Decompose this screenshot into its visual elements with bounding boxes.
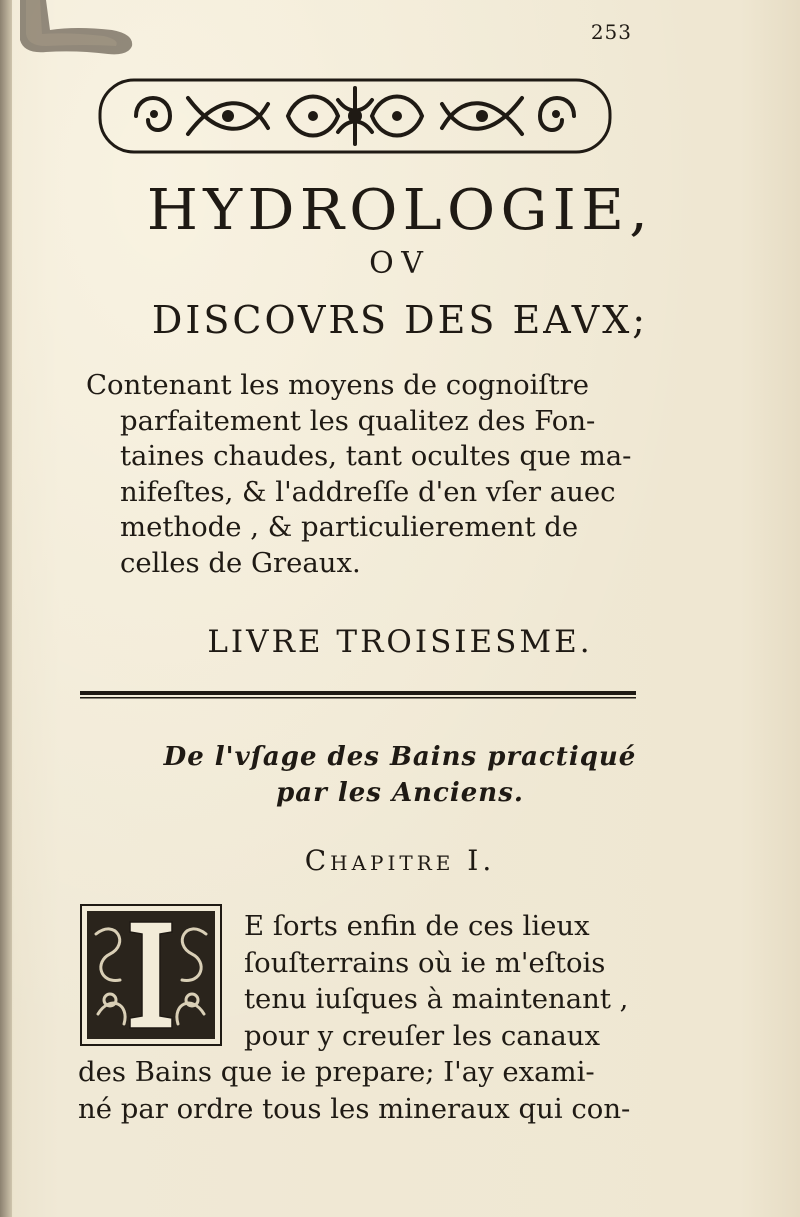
section-heading-line-1: De l'vſage des Bains practiqué bbox=[163, 742, 637, 772]
title-conjunction: OV bbox=[369, 246, 431, 281]
description-line: nifeſtes, & l'addreſſe d'en vſer auec bbox=[120, 475, 616, 508]
text-line: des Bains que ie prepare; I'ay exami- bbox=[78, 1056, 595, 1088]
double-rule-divider-icon bbox=[80, 690, 636, 700]
description-line: methode , & particulierement de bbox=[120, 511, 579, 543]
decorated-initial-icon bbox=[80, 904, 222, 1046]
page-number: 253 bbox=[590, 20, 632, 44]
description-line: celles de Greaux. bbox=[120, 546, 361, 579]
book-title: HYDROLOGIE, bbox=[146, 178, 654, 243]
book-number: LIVRE TROISIESME. bbox=[207, 624, 593, 660]
text-line: né par ordre tous les mineraux qui con- bbox=[78, 1092, 631, 1125]
description-line: Contenant les moyens de cognoiſtre bbox=[86, 369, 590, 401]
tab-stain-icon bbox=[16, 0, 136, 58]
chapter-heading: Chapitre I. bbox=[304, 844, 496, 877]
book-subtitle: DISCOVRS DES EAVX; bbox=[151, 298, 649, 342]
text-line: tenu iuſques à maintenant , bbox=[244, 983, 629, 1015]
chapter-text-indented bbox=[244, 908, 630, 1054]
text-line: E ſorts enfin de ces lieux bbox=[244, 910, 590, 942]
title-description bbox=[86, 368, 646, 581]
description-line: parfaitement les qualitez des Fon- bbox=[120, 404, 596, 437]
section-heading-line-2: par les Anciens. bbox=[276, 778, 524, 808]
floral-headpiece-ornament-icon bbox=[98, 78, 612, 154]
description-line: taines chaudes, tant ocultes que ma- bbox=[120, 440, 632, 472]
text-line: ſouſterrains où ie m'eſtois bbox=[244, 946, 606, 979]
text-line: pour y creuſer les canaux bbox=[244, 1019, 600, 1052]
chapter-text-full bbox=[78, 1054, 638, 1127]
